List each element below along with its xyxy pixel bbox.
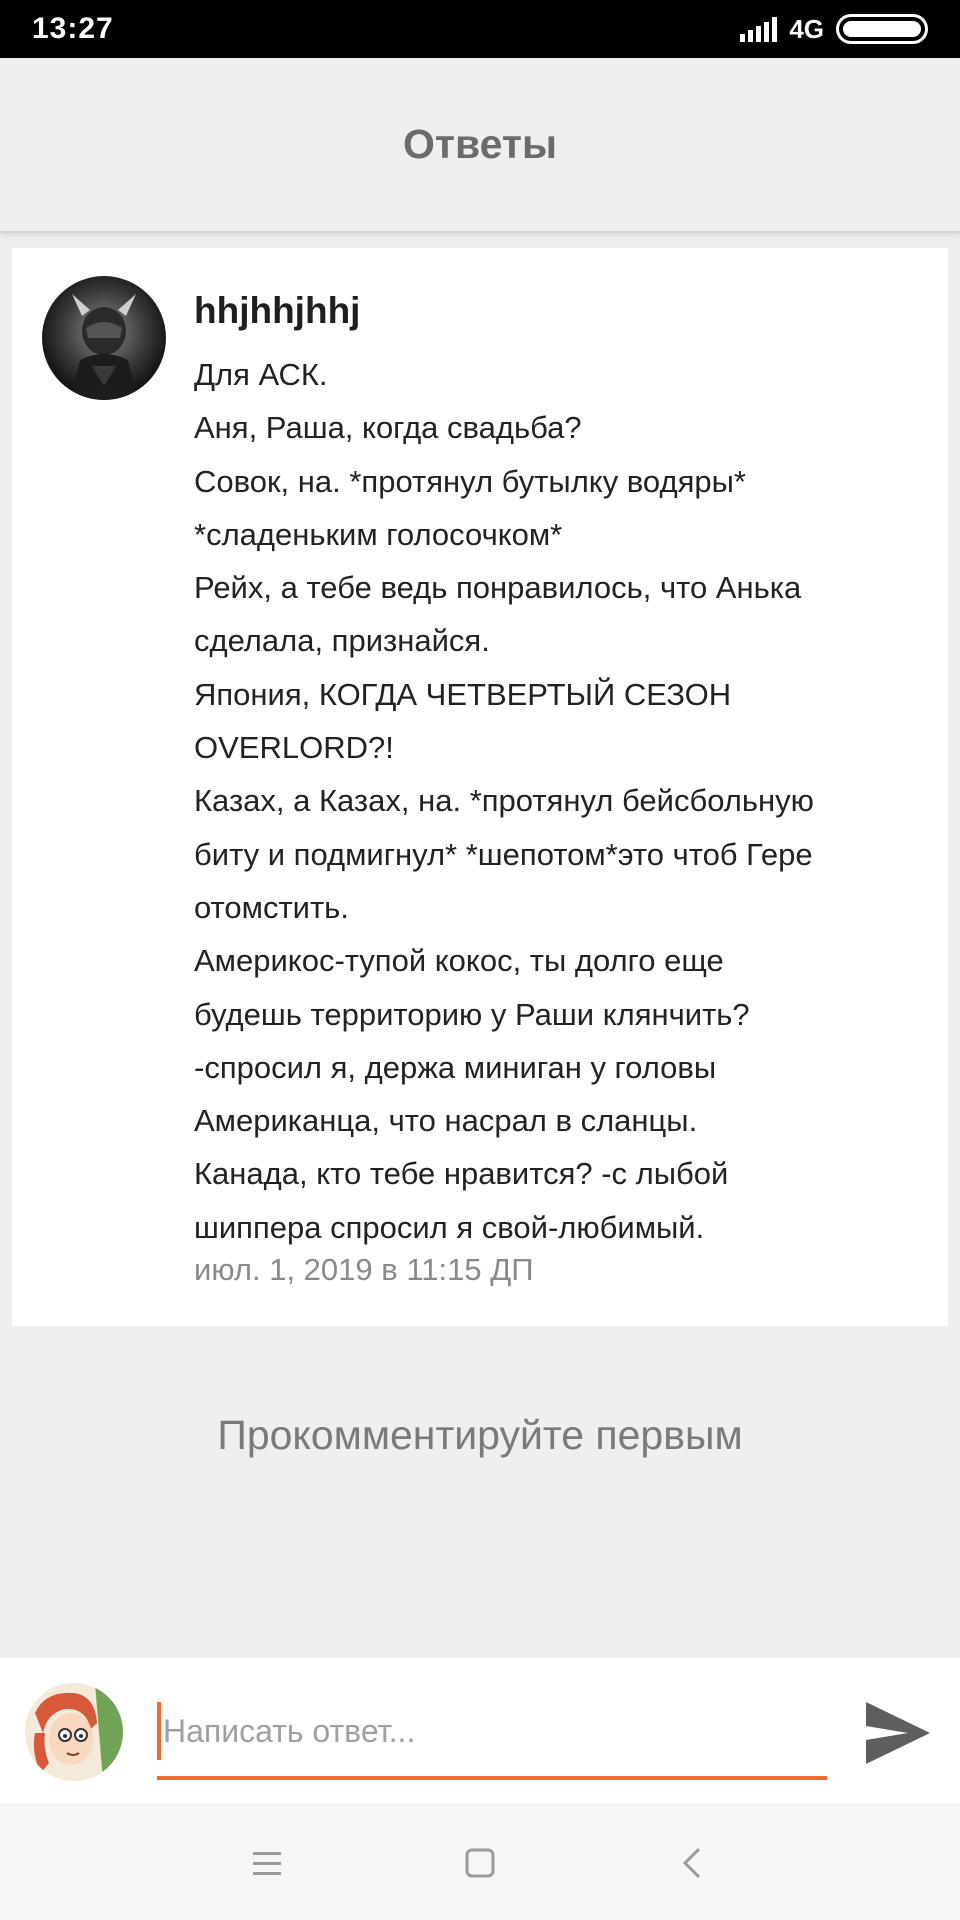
post-line: Казах, а Казах, на. *протянул бейсбольную [194,783,814,819]
menu-icon [247,1843,287,1883]
battery-fill [843,21,921,37]
status-bar [0,0,960,58]
post-line: -спросил я, держа миниган у головы [194,1049,717,1085]
network-type: 4G [789,13,824,44]
post-line: Япония, КОГДА ЧЕТВЕРТЫЙ СЕЗОН [194,676,732,712]
post-timestamp: июл. 1, 2019 в 11:15 ДП [194,1252,534,1287]
post-line: Рейх, а тебе ведь понравилось, что Анька [194,570,802,606]
post-line: Америкос-тупой кокос, ты долго еще [194,943,724,979]
post-line: шиппера спросил я свой-любимый. [194,1209,705,1245]
post-line: отомстить. [194,889,349,925]
signal-icon [740,16,777,42]
my-avatar [25,1683,123,1781]
post-line: Для АСК. [194,357,328,392]
nav-back-button[interactable] [663,1833,723,1893]
post-line: сделала, признайся. [194,623,490,659]
system-nav-bar [0,1806,960,1920]
warrior-helmet-avatar-icon [42,276,166,400]
nav-home-button[interactable] [450,1833,510,1893]
send-icon [862,1698,934,1768]
author-avatar[interactable] [42,276,166,400]
reply-input[interactable] [157,1702,827,1760]
page-title: Ответы [403,121,557,167]
post-line: Аня, Раша, когда свадьба? [194,410,582,446]
cartoon-girl-avatar-icon [25,1683,123,1781]
post-line: *сладеньким голосочком* [194,516,563,552]
battery-icon [836,14,928,44]
status-indicators [740,14,928,45]
post-line: OVERLORD?! [194,730,394,766]
reply-bar [0,1658,960,1804]
post-card [12,248,948,1326]
app-header [0,58,960,233]
author-name[interactable]: hhjhhjhhj [194,290,361,331]
send-button[interactable] [862,1698,934,1768]
post-line: Американца, что насрал в сланцы. [194,1103,698,1139]
status-time: 13:27 [32,12,114,45]
post-body [194,348,934,1254]
reply-input-underline [157,1776,827,1780]
home-square-icon [460,1843,500,1883]
nav-menu-button[interactable] [237,1833,297,1893]
post-line: Канада, кто тебе нравится? -с лыбой [194,1156,729,1192]
empty-comments-message: Прокомментируйте первым [217,1412,743,1458]
post-line: биту и подмигнул* *шепотом*это чтоб Гере [194,836,813,872]
back-chevron-icon [673,1843,713,1883]
post-line: будешь территорию у Раши клянчить? [194,996,750,1032]
post-line: Совок, на. *протянул бутылку водяры* [194,463,746,499]
